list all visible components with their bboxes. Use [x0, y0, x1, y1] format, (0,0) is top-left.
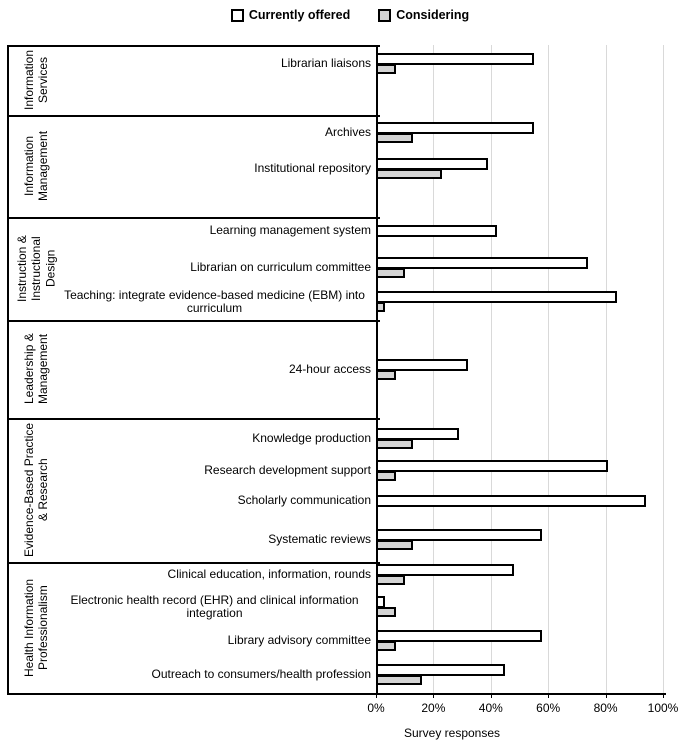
gridline-100%	[663, 45, 664, 693]
category-label	[58, 251, 371, 285]
category-label	[58, 658, 371, 692]
group-label-text: Instruction & Instructional Design	[14, 235, 58, 302]
bar-currently-offered	[376, 53, 534, 65]
legend-item-currently-offered	[231, 8, 350, 22]
group-label-text: Evidence-Based Practice & Research	[21, 422, 50, 558]
currently-offered-swatch-icon	[231, 9, 244, 22]
group-label-text: Leadership & Management	[21, 333, 50, 405]
category-label-text: Systematic reviews	[268, 532, 371, 547]
bar-considering	[376, 64, 396, 74]
bar-currently-offered	[376, 291, 617, 303]
gridline-80%	[606, 45, 607, 693]
x-tick-label	[526, 701, 570, 715]
bar-considering	[376, 268, 405, 278]
group-label-text: Information Services	[21, 49, 50, 111]
category-label-text: Library advisory committee	[227, 633, 371, 648]
group-label	[9, 323, 63, 415]
bar-currently-offered	[376, 460, 608, 472]
x-tick-label-text: 60%	[536, 701, 561, 715]
bar-considering	[376, 575, 405, 585]
legend-label-currently-offered: Currently offered	[248, 8, 351, 22]
gridline-60%	[548, 45, 549, 693]
category-label-text: Knowledge production	[252, 431, 371, 446]
group-label-text: Health Information Professionalism	[21, 578, 50, 677]
group-label	[9, 421, 63, 559]
bar-considering	[376, 540, 413, 550]
category-label	[58, 353, 371, 387]
category-label-text: Research development support	[204, 463, 371, 478]
category-label	[58, 152, 371, 186]
category-label	[58, 47, 371, 81]
bar-currently-offered	[376, 225, 497, 237]
x-axis-title: Survey responses	[403, 726, 501, 740]
group-label-text: Information Management	[21, 130, 50, 202]
x-tick-label	[411, 701, 455, 715]
category-label	[58, 484, 371, 518]
category-label	[58, 116, 371, 150]
category-label	[58, 624, 371, 658]
group-separator	[7, 418, 380, 420]
category-label-text: Electronic health record (EHR) and clinical information integration	[70, 592, 359, 620]
category-label-text: Archives	[324, 125, 371, 140]
bar-considering	[376, 641, 396, 651]
group-label	[9, 220, 63, 317]
category-label-text: Librarian on curriculum committee	[190, 260, 371, 275]
category-label-text: Institutional repository	[254, 161, 371, 176]
x-tick-label	[584, 701, 628, 715]
category-label	[58, 422, 371, 456]
bar-considering	[376, 169, 442, 179]
bar-considering	[376, 471, 396, 481]
category-label	[58, 590, 371, 624]
category-label	[58, 454, 371, 488]
x-axis-line	[7, 693, 666, 695]
category-label-text: Outreach to consumers/health profession	[151, 667, 371, 682]
x-tick-label-text: 20%	[421, 701, 446, 715]
bar-considering	[376, 675, 422, 685]
category-label	[58, 558, 371, 592]
category-label-text: Scholarly communication	[237, 493, 371, 508]
category-label-text: Teaching: integrate evidence-based medicine (EBM) into curriculum	[64, 287, 365, 315]
bar-currently-offered	[376, 630, 542, 642]
x-tick-label-text: 0%	[367, 701, 385, 715]
group-label	[9, 565, 63, 690]
category-label-text: Learning management system	[209, 223, 371, 238]
bar-considering	[376, 133, 413, 143]
x-tick-label	[641, 701, 685, 715]
considering-swatch-icon	[378, 9, 391, 22]
category-label-text: 24-hour access	[288, 362, 371, 377]
x-tick-label-text: 100%	[647, 701, 679, 715]
bar-considering	[376, 439, 413, 449]
group-label	[9, 118, 63, 214]
bar-considering	[376, 302, 385, 312]
group-label	[9, 48, 63, 112]
category-label	[58, 285, 371, 319]
category-label-text: Librarian liaisons	[280, 56, 371, 71]
category-label	[58, 214, 371, 248]
category-label	[58, 523, 371, 557]
group-separator	[7, 320, 380, 322]
category-label-text: Clinical education, information, rounds	[167, 567, 371, 582]
bar-currently-offered	[376, 495, 646, 507]
x-tick-label	[469, 701, 513, 715]
x-tick-label-text: 40%	[478, 701, 503, 715]
x-tick-label	[354, 701, 398, 715]
bar-currently-offered	[376, 257, 588, 269]
bar-considering	[376, 370, 396, 380]
gridline-40%	[491, 45, 492, 693]
chart-legend	[0, 8, 700, 22]
legend-label-considering: Considering	[396, 8, 470, 22]
x-tick-label-text: 80%	[593, 701, 618, 715]
bar-considering	[376, 607, 396, 617]
legend-item-considering	[378, 8, 469, 22]
